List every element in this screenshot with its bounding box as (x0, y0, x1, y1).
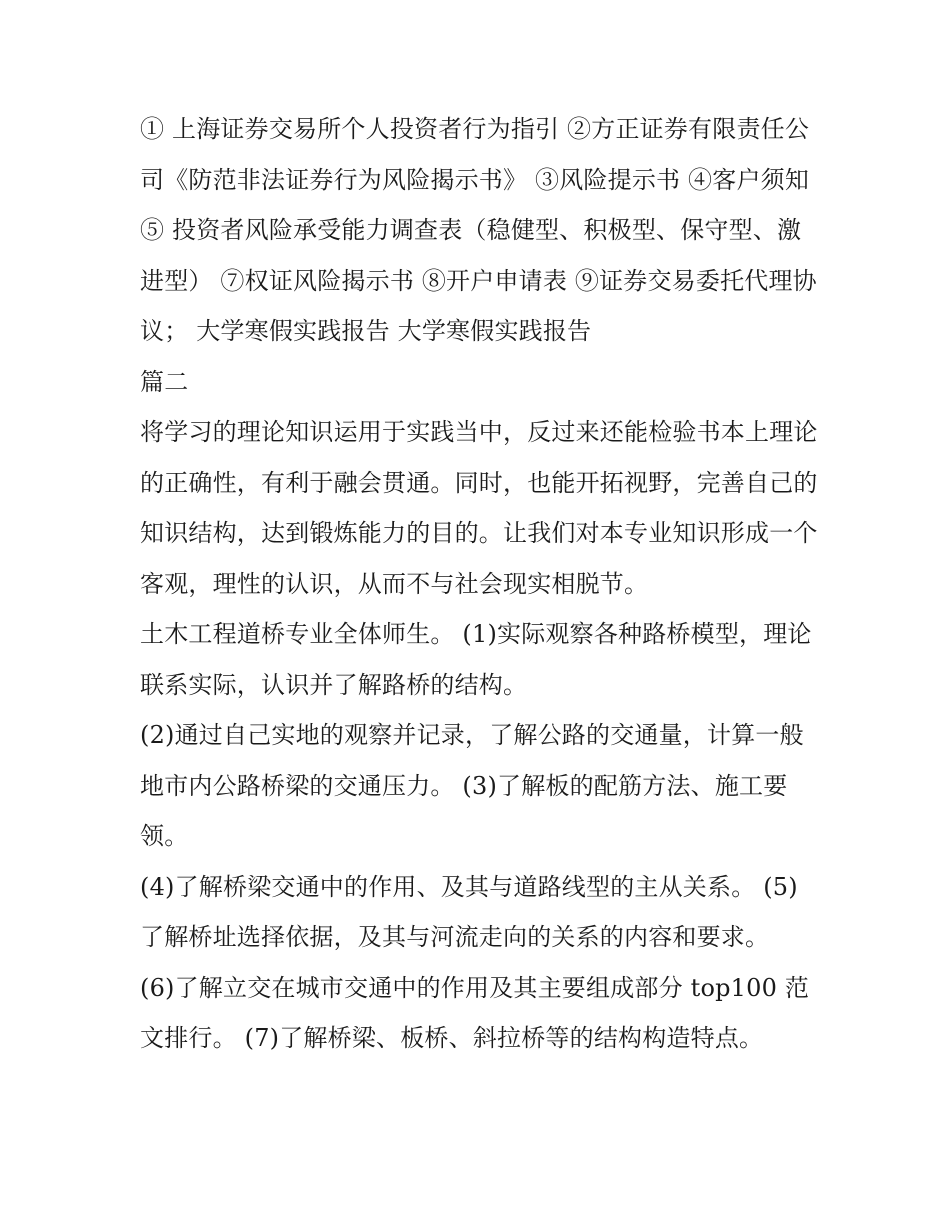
paragraph-items-6-7: (6)了解立交在城市交通中的作用及其主要组成部分 top100 范文排行。 (7)了解桥梁、板桥、斜拉桥等的结构构造特点。 (140, 973, 810, 1052)
paragraph-items-2-3: (2)通过自己实地的观察并记录，了解公路的交通量，计算一般地市内公路桥梁的交通压力。 (3)了解板的配筋方法、施工要领。 (140, 721, 804, 850)
paragraph-document-list-2: ⑤ 投资者风险承受能力调查表（稳健型、积极型、保守型、激进型） ⑦权证风险揭示书 ⑧开户申请表 ⑨证券交易委托代理协议； 大学寒假实践报告 大学寒假实践报告 (140, 216, 817, 345)
paragraph-participants-item-1: 土木工程道桥专业全体师生。 (1)实际观察各种路桥模型，理论联系实际，认识并了解路桥的结构。 (140, 620, 812, 699)
paragraph-items-4-5: (4)了解桥梁交通中的作用、及其与道路线型的主从关系。 (5)了解桥址选择依据，及其与河流走向的关系的内容和要求。 (140, 872, 798, 951)
paragraph-document-list-1: ① 上海证券交易所个人投资者行为指引 ②方正证券有限责任公司《防范非法证券行为风险揭示书》 ③风险提示书 ④客户须知 (140, 115, 810, 194)
document-body (140, 104, 820, 1064)
paragraph-purpose: 将学习的理论知识运用于实践当中，反过来还能检验书本上理论的正确性，有利于融会贯通。同时，也能开拓视野，完善自己的知识结构，达到锻炼能力的目的。让我们对本专业知识形成一个客观，理性的认识，从而不与社会现实相脱节。 (140, 418, 818, 598)
section-heading: 篇二 (140, 367, 189, 396)
